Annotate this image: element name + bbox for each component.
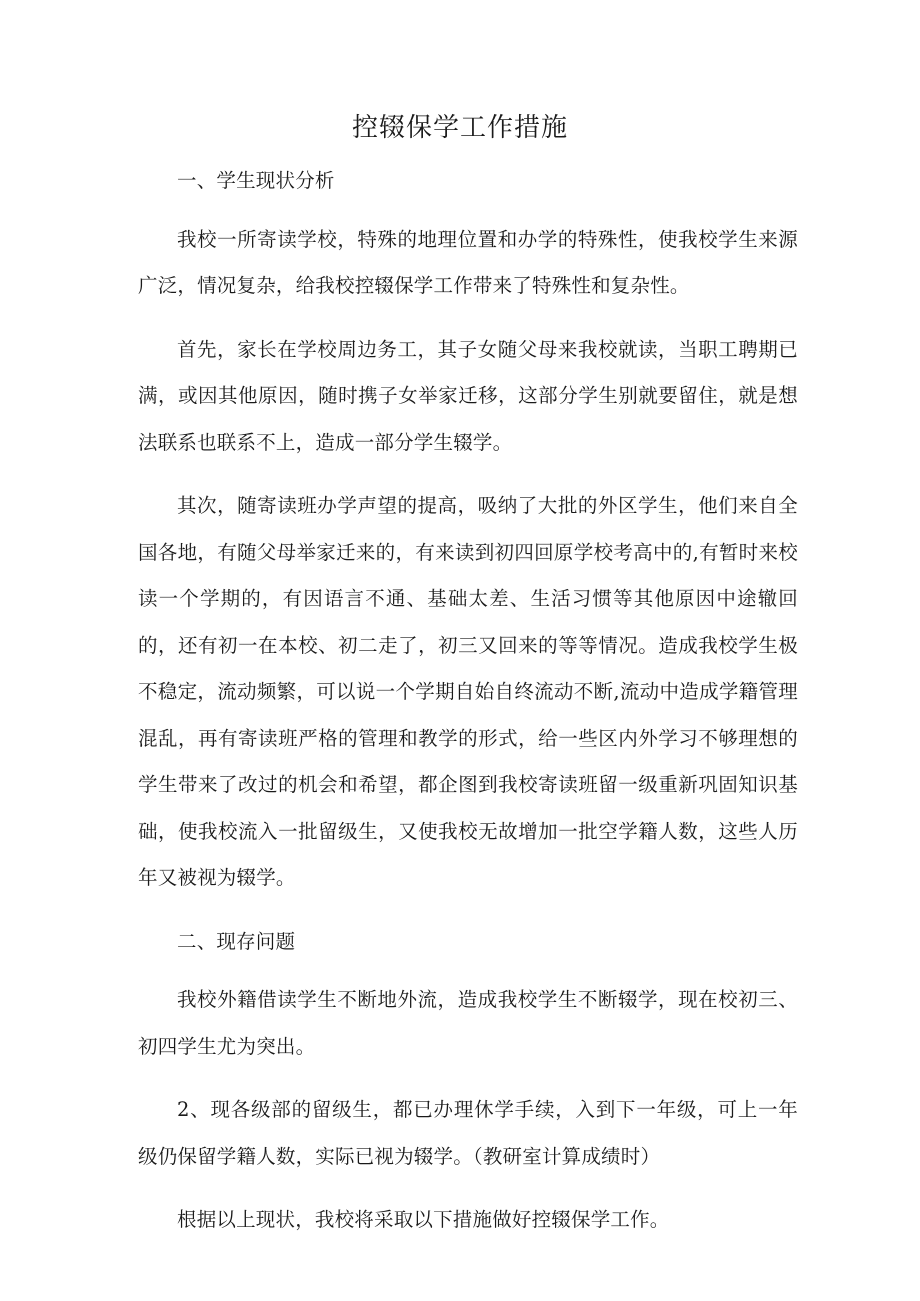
section-heading-current-problems: 二、现存问题 <box>177 929 296 953</box>
document-body <box>138 158 798 1261</box>
paragraph-problem-two: 2、现各级部的留级生，都已办理休学手续，入到下一年级，可上一年级仍保留学籍人数，实际已视为辍学。（教研室计算成绩时） <box>138 1098 798 1168</box>
paragraph-first-reason: 首先，家长在学校周边务工，其子女随父母来我校就读，当职工聘期已满，或因其他原因，随时携子女举家迁移，这部分学生别就要留住，就是想法联系也联系不上，造成一部分学生辍学。 <box>138 337 798 454</box>
paragraph-second-reason: 其次，随寄读班办学声望的提高，吸纳了大批的外区学生，他们来自全国各地，有随父母举家迁来的，有来读到初四回原学校考高中的,有暂时来校读一个学期的，有因语言不通、基础太差、生活习惯等其他原因中途辙回的，还有初一在本校、初二走了，初三又回来的等等情况。造成我校学生极不稳定，流动频繁，可以说一个学期自始自终流动不断,流动中造成学籍管理混乱，再有寄读班严格的管理和教学的形式，给一些区内外学习不够理想的学生带来了改过的机会和希望，都企图到我校寄读班留一级重新巩固知识基础，使我校流入一批留级生，又使我校无故增加一批空学籍人数，这些人历年又被视为辍学。 <box>138 494 798 889</box>
document-title: 控辍保学工作措施 <box>351 113 568 143</box>
paragraph-conclusion: 根据以上现状，我校将采取以下措施做好控辍保学工作。 <box>177 1208 670 1231</box>
paragraph-problem-one: 我校外籍借读学生不断地外流，造成我校学生不断辍学，现在校初三、初四学生尤为突出。 <box>138 988 798 1058</box>
paragraph-school-overview: 我校一所寄读学校，特殊的地理位置和办学的特殊性，使我校学生来源广泛，情况复杂，给我校控辍保学工作带来了特殊性和复杂性。 <box>138 227 798 297</box>
section-heading-student-status: 一、学生现状分析 <box>177 169 335 192</box>
